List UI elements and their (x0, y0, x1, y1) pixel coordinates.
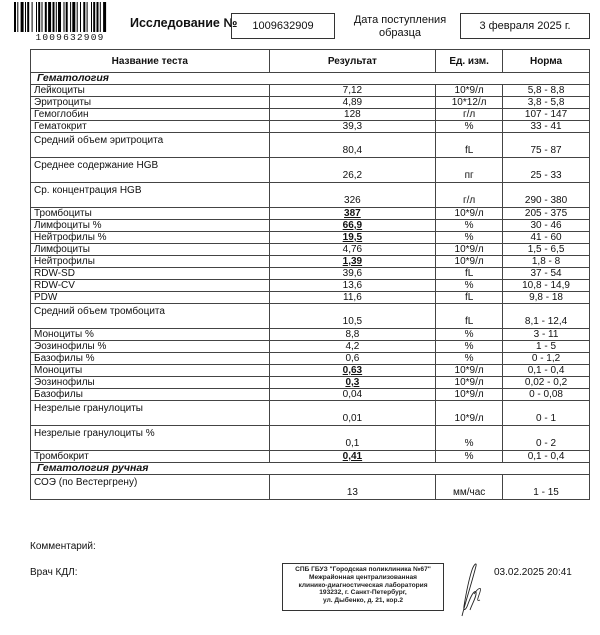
result-cell (269, 353, 436, 365)
section-title: Гематология ручная (31, 463, 590, 475)
table-row (31, 292, 590, 304)
table-row (31, 220, 590, 232)
norm-cell: 5,8 - 8,8 (503, 85, 590, 97)
sample-date-label (345, 14, 455, 40)
test-name-cell: Эритроциты (31, 97, 270, 109)
test-name-cell: Лимфоциты % (31, 220, 270, 232)
result-cell (269, 121, 436, 133)
barcode-bar (56, 2, 57, 32)
result-value: 326 (344, 195, 361, 206)
sample-date-label-line1: Дата поступления (353, 14, 447, 26)
norm-cell: 0 - 1,2 (503, 353, 590, 365)
stamp-line: клинико-диагностическая лаборатория (298, 581, 428, 589)
test-name-cell: Базофилы (31, 389, 270, 401)
study-label: Исследование № (130, 16, 238, 30)
section-title: Гематология (31, 73, 590, 85)
test-name-cell: PDW (31, 292, 270, 304)
result-value: 8,8 (345, 329, 360, 340)
test-name-cell: Тромбоциты (31, 208, 270, 220)
norm-cell: 41 - 60 (503, 232, 590, 244)
table-row (31, 121, 590, 133)
doctor-signature (436, 560, 496, 620)
unit-cell: % (436, 220, 503, 232)
test-name-cell: RDW-CV (31, 280, 270, 292)
norm-cell: 0,02 - 0,2 (503, 377, 590, 389)
table-row (31, 341, 590, 353)
stamp-line: Межрайонная централизованная (309, 573, 417, 581)
result-value: 11,6 (343, 292, 362, 303)
barcode-bar (32, 2, 33, 32)
stamp-line: СПБ ГБУЗ "Городская поликлиника №67" (295, 566, 431, 573)
results-table (30, 49, 590, 500)
result-cell (269, 329, 436, 341)
study-number: 1009632909 (252, 20, 314, 32)
result-cell (269, 304, 436, 329)
result-cell (269, 85, 436, 97)
test-name-cell: Среднее содержание HGB (31, 158, 270, 183)
unit-cell: г/л (436, 183, 503, 208)
test-name-cell: Средний объем эритроцита (31, 133, 270, 158)
norm-cell: 30 - 46 (503, 220, 590, 232)
barcode-bar (70, 2, 71, 32)
norm-cell: 37 - 54 (503, 268, 590, 280)
barcode-bar (97, 2, 99, 32)
test-name-cell: СОЭ (по Вестергрену) (31, 475, 270, 500)
sample-date-label-line2: образца (379, 27, 421, 39)
result-value: 39,3 (342, 121, 363, 132)
barcode-bar (14, 2, 16, 32)
test-name-cell: Незрелые гранулоциты (31, 401, 270, 426)
table-row (31, 85, 590, 97)
table-row (31, 280, 590, 292)
result-value: 0,1 (345, 438, 360, 449)
result-cell (269, 256, 436, 268)
table-row (31, 426, 590, 451)
unit-cell: fL (436, 133, 503, 158)
norm-cell: 0 - 0,08 (503, 389, 590, 401)
barcode-bar (66, 2, 68, 32)
result-cell (269, 109, 436, 121)
barcode-bar (93, 2, 95, 32)
result-value: 66,9 (342, 220, 363, 231)
table-row (31, 158, 590, 183)
barcode-bar (80, 2, 81, 32)
result-cell (269, 133, 436, 158)
table-row (31, 365, 590, 377)
table-row (31, 329, 590, 341)
barcode-bar (25, 2, 26, 32)
sample-date-box (460, 13, 590, 39)
barcode-bar (45, 2, 47, 32)
unit-cell: 10*9/л (436, 389, 503, 401)
doctor-label: Врач КДЛ: (30, 567, 78, 578)
result-value: 0,41 (342, 451, 363, 462)
result-value: 4,2 (345, 341, 360, 352)
unit-cell: г/л (436, 109, 503, 121)
barcode-bar (42, 2, 43, 32)
norm-cell: 10,8 - 14,9 (503, 280, 590, 292)
unit-cell: пг (436, 158, 503, 183)
barcode-bar (48, 2, 51, 32)
unit-cell: 10*9/л (436, 377, 503, 389)
norm-cell: 1 - 5 (503, 341, 590, 353)
stamp-line: ул. Дыбенко, д. 21, кор.2 (322, 597, 403, 605)
test-name-cell: Моноциты (31, 365, 270, 377)
table-row (31, 268, 590, 280)
unit-cell: % (436, 280, 503, 292)
unit-cell: 10*9/л (436, 401, 503, 426)
table-row (31, 208, 590, 220)
norm-cell: 75 - 87 (503, 133, 590, 158)
result-cell (269, 292, 436, 304)
result-cell (269, 377, 436, 389)
result-value: 39,6 (342, 268, 363, 279)
unit-cell: % (436, 353, 503, 365)
table-row (31, 97, 590, 109)
norm-cell: 1 - 15 (503, 475, 590, 500)
barcode-bar (83, 2, 85, 32)
test-name-cell: Незрелые гранулоциты % (31, 426, 270, 451)
result-cell (269, 183, 436, 208)
barcode-bar (91, 2, 92, 32)
unit-cell: fL (436, 268, 503, 280)
test-name-cell: Лимфоциты (31, 244, 270, 256)
norm-cell: 25 - 33 (503, 158, 590, 183)
barcode-bar (103, 2, 106, 32)
barcode-bar (17, 2, 18, 32)
test-name-cell: Моноциты % (31, 329, 270, 341)
result-cell (269, 208, 436, 220)
barcode-bar (87, 2, 88, 32)
column-header-result: Результат (269, 50, 436, 73)
result-cell (269, 475, 436, 500)
result-value: 0,63 (342, 365, 363, 376)
barcode-bar (36, 2, 37, 32)
test-name-cell: Нейтрофилы % (31, 232, 270, 244)
barcode-bar (58, 2, 61, 32)
unit-cell: мм/час (436, 475, 503, 500)
test-name-cell: Базофилы % (31, 353, 270, 365)
result-cell (269, 365, 436, 377)
table-row (31, 451, 590, 463)
test-name-cell: Ср. концентрация HGB (31, 183, 270, 208)
column-header-norm: Норма (503, 50, 590, 73)
norm-cell: 3 - 11 (503, 329, 590, 341)
test-name-cell: RDW-SD (31, 268, 270, 280)
unit-cell: 10*9/л (436, 256, 503, 268)
barcode-bar (38, 2, 40, 32)
result-value: 10,5 (342, 316, 363, 327)
norm-cell: 33 - 41 (503, 121, 590, 133)
sample-date-value: 3 февраля 2025 г. (479, 20, 571, 32)
table-header-row (31, 50, 590, 73)
unit-cell: 10*9/л (436, 244, 503, 256)
results-body (31, 73, 590, 500)
table-row (31, 133, 590, 158)
column-header-unit: Ед. изм. (436, 50, 503, 73)
result-cell (269, 244, 436, 256)
norm-cell: 1,8 - 8 (503, 256, 590, 268)
test-name-cell: Лейкоциты (31, 85, 270, 97)
norm-cell: 8,1 - 12,4 (503, 304, 590, 329)
test-name-cell: Гематокрит (31, 121, 270, 133)
table-row (31, 256, 590, 268)
norm-cell: 0 - 1 (503, 401, 590, 426)
unit-cell: % (436, 329, 503, 341)
table-row (31, 389, 590, 401)
section-row (31, 463, 590, 475)
result-value: 7,12 (342, 85, 363, 96)
result-value: 128 (344, 109, 361, 120)
norm-cell: 205 - 375 (503, 208, 590, 220)
barcode-bar (64, 2, 65, 32)
unit-cell: fL (436, 292, 503, 304)
test-name-cell: Средний объем тромбоцита (31, 304, 270, 329)
result-cell (269, 426, 436, 451)
result-cell (269, 451, 436, 463)
unit-cell: fL (436, 304, 503, 329)
unit-cell: 10*9/л (436, 208, 503, 220)
result-cell (269, 220, 436, 232)
unit-cell: 10*12/л (436, 97, 503, 109)
table-row (31, 475, 590, 500)
result-cell (269, 280, 436, 292)
result-cell (269, 97, 436, 109)
result-value: 0,3 (345, 377, 360, 388)
norm-cell: 290 - 380 (503, 183, 590, 208)
barcode-bar (77, 2, 78, 32)
barcode-bar (53, 2, 55, 32)
norm-cell: 0,1 - 0,4 (503, 365, 590, 377)
barcode-number: 1009632909 (35, 32, 105, 43)
norm-cell: 0 - 2 (503, 426, 590, 451)
table-row (31, 109, 590, 121)
unit-cell: % (436, 426, 503, 451)
result-value: 387 (344, 208, 361, 219)
result-value: 0,01 (342, 413, 363, 424)
table-row (31, 377, 590, 389)
result-value: 4,76 (342, 244, 363, 255)
test-name-cell: Эозинофилы % (31, 341, 270, 353)
result-value: 13,6 (342, 280, 363, 291)
study-number-box (231, 13, 335, 39)
result-value: 19,5 (342, 232, 363, 243)
unit-cell: % (436, 341, 503, 353)
table-row (31, 232, 590, 244)
unit-cell: % (436, 121, 503, 133)
test-name-cell: Тромбокрит (31, 451, 270, 463)
result-value: 80,4 (342, 145, 363, 156)
barcode-bar (27, 2, 29, 32)
column-header-test-name: Название теста (31, 50, 270, 73)
test-name-cell: Эозинофилы (31, 377, 270, 389)
result-value: 1,39 (342, 256, 363, 267)
result-value: 13 (346, 487, 358, 498)
norm-cell: 107 - 147 (503, 109, 590, 121)
table-row (31, 183, 590, 208)
result-cell (269, 158, 436, 183)
norm-cell: 9,8 - 18 (503, 292, 590, 304)
table-row (31, 353, 590, 365)
barcode (14, 2, 126, 32)
test-name-cell: Нейтрофилы (31, 256, 270, 268)
norm-cell: 1,5 - 6,5 (503, 244, 590, 256)
result-cell (269, 268, 436, 280)
result-cell (269, 341, 436, 353)
stamp-line: 193232, г. Санкт-Петербург, (319, 589, 407, 597)
test-name-cell: Гемоглобин (31, 109, 270, 121)
unit-cell: % (436, 451, 503, 463)
norm-cell: 0,1 - 0,4 (503, 451, 590, 463)
table-row (31, 244, 590, 256)
signed-datetime: 03.02.2025 20:41 (494, 567, 572, 578)
result-cell (269, 401, 436, 426)
result-cell (269, 232, 436, 244)
barcode-bar (72, 2, 75, 32)
result-cell (269, 389, 436, 401)
result-value: 0,04 (342, 389, 363, 400)
table-row (31, 304, 590, 329)
unit-cell: 10*9/л (436, 85, 503, 97)
barcode-bar (100, 2, 101, 32)
result-value: 0,6 (345, 353, 360, 364)
norm-cell: 3,8 - 5,8 (503, 97, 590, 109)
result-value: 26,2 (342, 170, 363, 181)
barcode-bar (21, 2, 24, 32)
section-row (31, 73, 590, 85)
unit-cell: 10*9/л (436, 365, 503, 377)
result-value: 4,89 (342, 97, 363, 108)
unit-cell: % (436, 232, 503, 244)
table-row (31, 401, 590, 426)
laboratory-stamp (282, 563, 444, 611)
comment-label: Комментарий: (30, 541, 96, 552)
